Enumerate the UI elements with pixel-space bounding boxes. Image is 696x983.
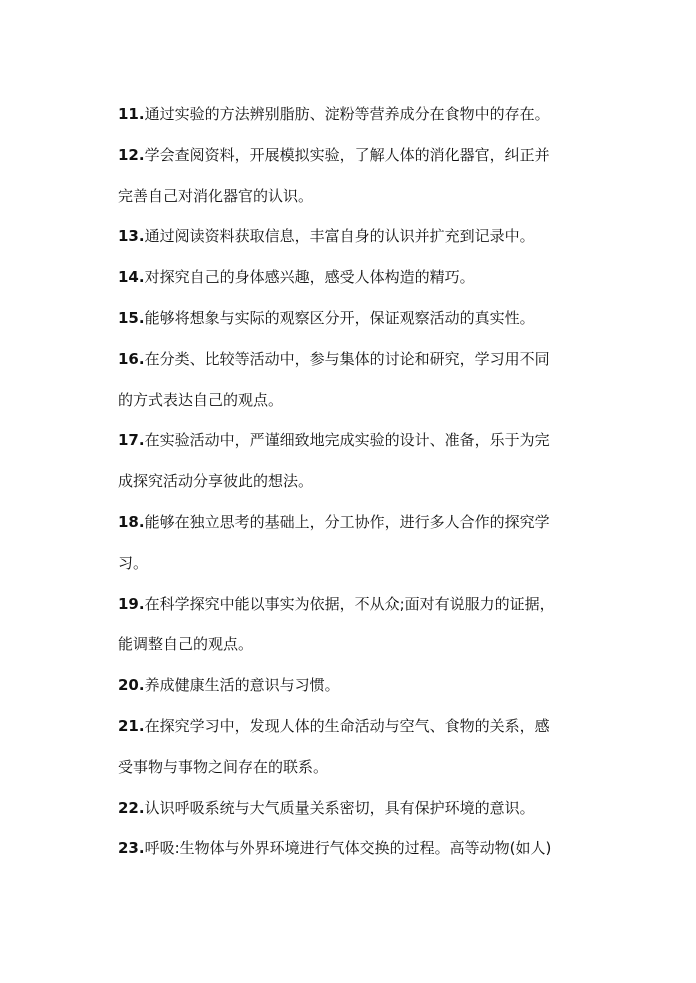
item-text: 在分类、比较等活动中，参与集体的讨论和研究，学习用不同 (144, 349, 550, 368)
text-line (118, 788, 588, 829)
text-line (118, 543, 588, 584)
text-line (118, 747, 588, 788)
item-number: 20. (118, 676, 145, 695)
item-text: 在科学探究中能以事实为依据，不从众;面对有说服力的证据， (144, 594, 555, 613)
text-line (118, 502, 588, 543)
item-text: 对探究自己的身体感兴趣，感受人体构造的精巧。 (144, 268, 475, 287)
text-line (118, 257, 588, 298)
text-line (118, 420, 588, 461)
item-number: 16. (118, 349, 145, 368)
item-text: 能够将想象与实际的观察区分开，保证观察活动的真实性。 (144, 308, 535, 327)
item-text: 的方式表达自己的观点。 (118, 390, 284, 409)
item-text: 能够在独立思考的基础上，分工协作，进行多人合作的探究学 (144, 512, 550, 531)
text-line (118, 624, 588, 665)
text-line (118, 298, 588, 339)
document-body (118, 94, 588, 869)
item-number: 14. (118, 268, 145, 287)
item-number: 22. (118, 798, 145, 817)
item-number: 15. (118, 308, 145, 327)
text-line (118, 584, 588, 625)
item-text: 受事物与事物之间存在的联系。 (118, 757, 329, 776)
item-text: 在实验活动中，严谨细致地完成实验的设计、准备，乐于为完 (144, 431, 550, 450)
text-line (118, 94, 588, 135)
item-text: 完善自己对消化器官的认识。 (118, 186, 314, 205)
text-line (118, 706, 588, 747)
item-number: 19. (118, 594, 145, 613)
item-text: 通过阅读资料获取信息，丰富自身的认识并扩充到记录中。 (144, 227, 535, 246)
text-line (118, 380, 588, 421)
item-text: 认识呼吸系统与大气质量关系密切，具有保护环境的意识。 (144, 798, 535, 817)
item-number: 17. (118, 431, 145, 450)
text-line (118, 135, 588, 176)
text-line (118, 665, 588, 706)
item-text: 通过实验的方法辨别脂肪、淀粉等营养成分在食物中的存在。 (144, 105, 550, 123)
item-number: 23. (118, 839, 145, 858)
item-number: 13. (118, 227, 145, 246)
text-line (118, 339, 588, 380)
item-text: 能调整自己的观点。 (118, 635, 254, 654)
text-line (118, 176, 588, 217)
item-number: 18. (118, 512, 145, 531)
item-number: 12. (118, 145, 145, 164)
item-text: 呼吸:生物体与外界环境进行气体交换的过程。高等动物(如人) (144, 839, 552, 858)
item-text: 成探究活动分享彼此的想法。 (118, 472, 314, 491)
text-line (118, 828, 588, 869)
text-line (118, 461, 588, 502)
item-text: 养成健康生活的意识与习惯。 (144, 676, 340, 695)
item-text: 学会查阅资料，开展模拟实验，了解人体的消化器官，纠正并 (144, 145, 550, 164)
item-text: 习。 (118, 553, 149, 572)
item-number: 21. (118, 716, 145, 735)
text-line (118, 216, 588, 257)
item-text: 在探究学习中，发现人体的生命活动与空气、食物的关系，感 (144, 716, 550, 735)
item-number: 11. (118, 105, 145, 123)
